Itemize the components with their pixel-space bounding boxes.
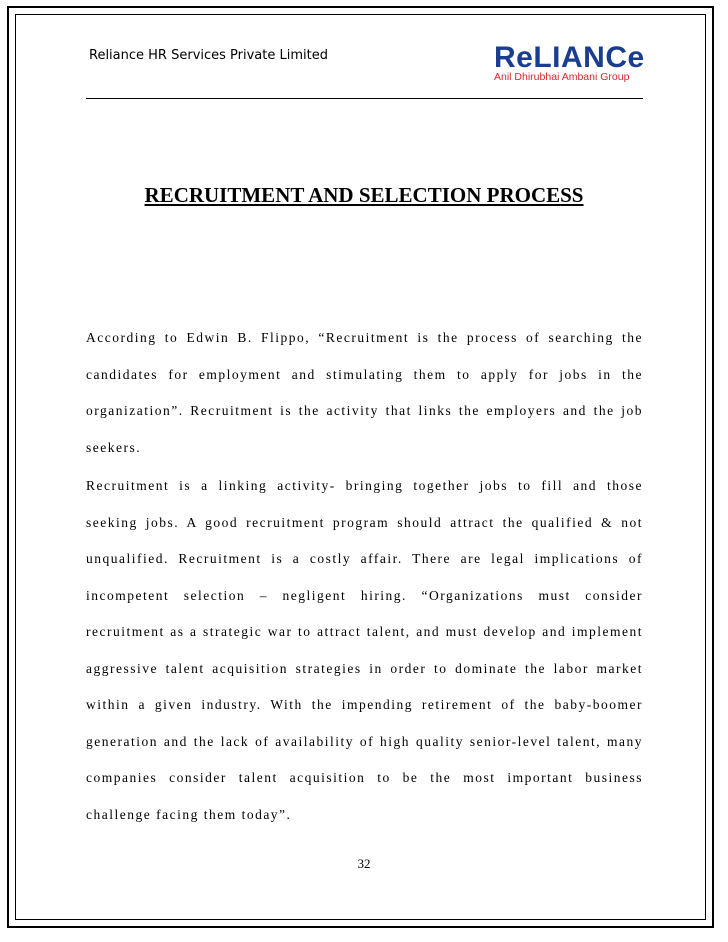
company-name: Reliance HR Services Private Limited xyxy=(89,48,328,63)
paragraph-2: Recruitment is a linking activity- bringing together jobs to fill and those seeking jobs. A good recruitment program should attract the qualified & not unqualified. Recruitment is a costly affair. There are legal implications of incompetent selection – negligent hiring. “Organizations must consider recruitment as a strategic war to attract talent, and must develop and implement aggressive talent acquisition strategies in order to dominate the labor market within a given industry. With the impending retirement of the baby-boomer generation and the lack of availability of high quality senior-level talent, many companies consider talent acquisition to be the most important business challenge facing them today”. xyxy=(86,478,643,822)
page-title: RECRUITMENT AND SELECTION PROCESS xyxy=(144,183,584,207)
logo-wordmark: ReLIANCe xyxy=(494,41,645,74)
logo-tagline: Anil Dhirubhai Ambani Group xyxy=(494,71,630,83)
paragraph-1: According to Edwin B. Flippo, “Recruitment is the process of searching the candidates for employment and stimulating them to apply for jobs in the organization”. Recruitment is the activity that links the employers and the job seekers. xyxy=(86,330,643,455)
page-number: 32 xyxy=(357,856,371,871)
header-divider xyxy=(86,98,643,99)
reliance-logo xyxy=(494,43,644,87)
